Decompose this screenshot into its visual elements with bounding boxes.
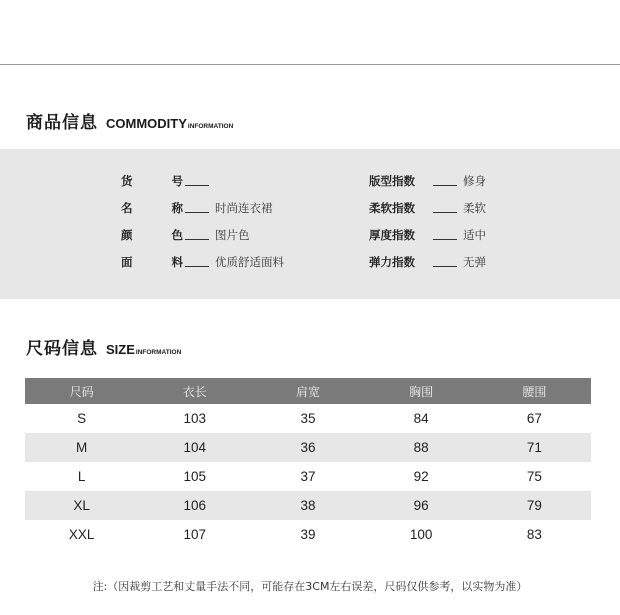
spec-label xyxy=(121,227,183,243)
spec-blank-line xyxy=(433,230,457,240)
table-cell: 104 xyxy=(138,433,251,462)
spec-row-item-number xyxy=(121,172,215,190)
table-cell: 83 xyxy=(526,527,542,542)
spec-row-color xyxy=(121,226,250,244)
spec-label: 版型指数 xyxy=(369,174,415,188)
commodity-heading xyxy=(26,108,233,133)
spec-blank-line xyxy=(185,230,209,240)
spec-row-softness-index xyxy=(369,199,486,217)
table-cell: 88 xyxy=(365,433,478,462)
table-cell: S xyxy=(77,411,87,426)
spec-label xyxy=(121,173,183,189)
spec-value: 柔软 xyxy=(463,201,486,215)
commodity-title-en: COMMODITY xyxy=(106,116,187,131)
table-cell: XXL xyxy=(68,527,95,542)
table-cell: 37 xyxy=(300,469,316,484)
table-row xyxy=(25,462,591,491)
table-cell: 103 xyxy=(183,411,207,426)
table-cell: L xyxy=(77,469,86,484)
spec-blank-line xyxy=(185,203,209,213)
header-length: 衣长 xyxy=(138,378,251,404)
measurement-footnote: 注:（因裁剪工艺和丈量手法不同，可能存在3CM左右误差，尺码仅供参考，以实物为准） xyxy=(92,580,528,593)
header-bust: 胸围 xyxy=(365,378,478,404)
spec-blank-line xyxy=(185,257,209,267)
spec-row-fabric xyxy=(121,253,284,271)
table-cell: 36 xyxy=(251,433,364,462)
table-row xyxy=(25,520,591,549)
spec-label-char: 货 xyxy=(121,174,133,188)
spec-label: 厚度指数 xyxy=(369,228,415,242)
spec-label-char: 号 xyxy=(171,174,183,188)
table-cell: 38 xyxy=(251,491,364,520)
spec-label-char: 料 xyxy=(171,255,183,269)
spec-row-elasticity-index xyxy=(369,253,486,271)
spec-blank-line xyxy=(185,176,209,186)
table-row xyxy=(25,433,591,462)
spec-label: 弹力指数 xyxy=(369,255,415,269)
table-cell: 79 xyxy=(478,491,591,520)
table-cell: 107 xyxy=(183,527,207,542)
spec-value: 适中 xyxy=(463,228,486,242)
commodity-title-en-sub: INFORMATION xyxy=(187,123,234,130)
spec-blank-line xyxy=(433,176,457,186)
commodity-title-cn: 商品信息 xyxy=(26,113,98,133)
table-cell: 96 xyxy=(365,491,478,520)
spec-value: 修身 xyxy=(463,174,486,188)
spec-value: 优质舒适面料 xyxy=(215,255,284,269)
spec-label-char: 名 xyxy=(121,201,133,215)
spec-label-char: 面 xyxy=(121,255,133,269)
spec-row-fit-index xyxy=(369,172,486,190)
spec-label xyxy=(121,254,183,270)
header-waist: 腰围 xyxy=(478,378,591,404)
size-title-en: SIZE xyxy=(106,342,135,357)
table-cell: 106 xyxy=(138,491,251,520)
spec-blank-line xyxy=(433,257,457,267)
table-row xyxy=(25,404,591,433)
spec-blank-line xyxy=(433,203,457,213)
size-table-header-row xyxy=(25,378,591,404)
size-heading xyxy=(26,334,181,359)
table-cell: 92 xyxy=(413,469,429,484)
commodity-info-panel xyxy=(0,149,620,299)
table-row xyxy=(25,491,591,520)
table-cell: 39 xyxy=(300,527,316,542)
spec-label-char: 颜 xyxy=(121,228,133,242)
size-title-cn: 尺码信息 xyxy=(26,339,98,359)
spec-value: 无弹 xyxy=(463,255,486,269)
header-size: 尺码 xyxy=(25,378,138,404)
spec-value: 时尚连衣裙 xyxy=(215,201,273,215)
size-table xyxy=(25,378,591,549)
spec-label-char: 色 xyxy=(171,228,183,242)
spec-label: 柔软指数 xyxy=(369,201,415,215)
spec-value: 图片色 xyxy=(215,228,250,242)
table-cell: 67 xyxy=(526,411,542,426)
size-title-en-sub: INFORMATION xyxy=(135,349,182,356)
spec-label-char: 称 xyxy=(171,201,183,215)
table-cell: 71 xyxy=(478,433,591,462)
table-cell: 100 xyxy=(409,527,433,542)
spec-label xyxy=(121,200,183,216)
table-cell: M xyxy=(25,433,138,462)
table-cell: 35 xyxy=(300,411,316,426)
table-cell: XL xyxy=(25,491,138,520)
table-cell: 105 xyxy=(183,469,207,484)
spec-row-thickness-index xyxy=(369,226,486,244)
spec-row-name xyxy=(121,199,273,217)
top-divider xyxy=(0,64,620,65)
table-cell: 84 xyxy=(413,411,429,426)
header-shoulder: 肩宽 xyxy=(251,378,364,404)
table-cell: 75 xyxy=(526,469,542,484)
